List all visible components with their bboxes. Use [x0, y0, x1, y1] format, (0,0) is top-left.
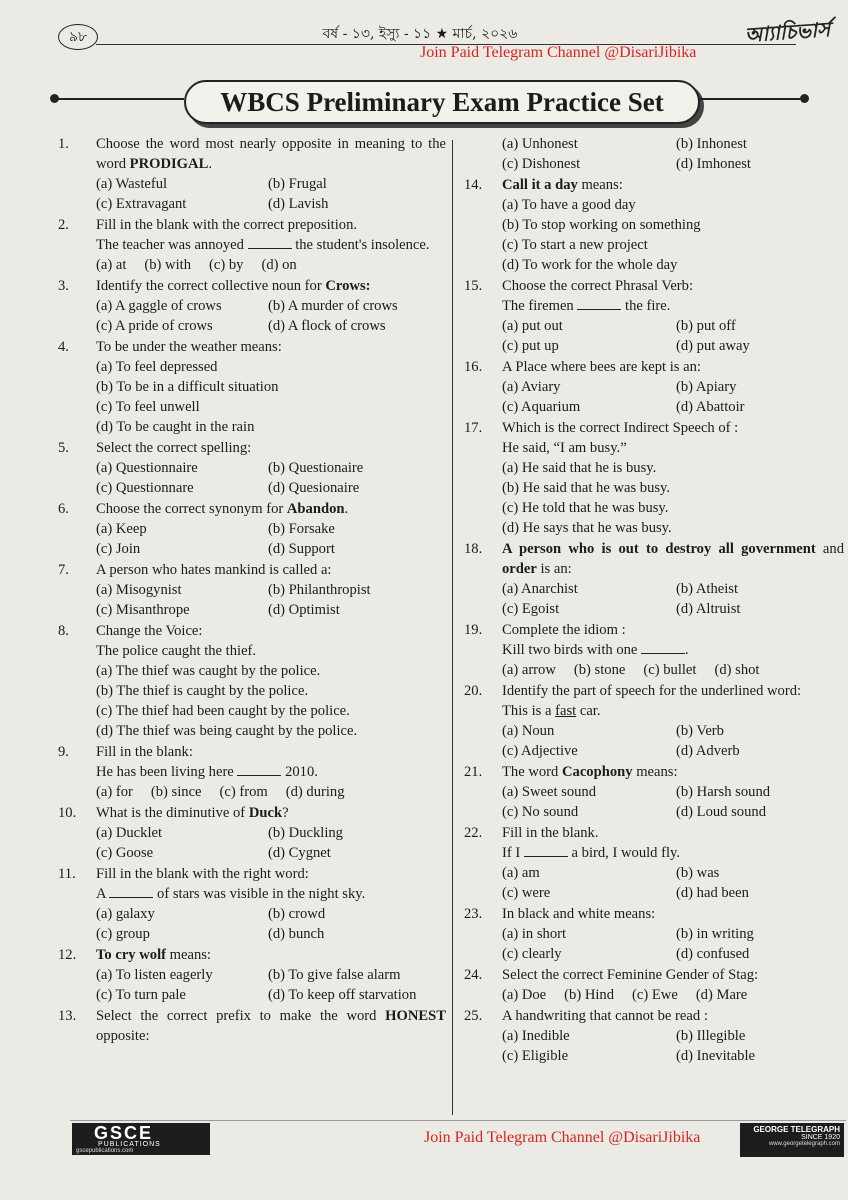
- answer-option: (d) Loud sound: [676, 804, 766, 820]
- answer-options: [96, 519, 446, 559]
- question-sentence: This is a fast car.: [502, 703, 601, 719]
- question-stem: In black and white means:: [502, 906, 656, 922]
- question-sentence: If I a bird, I would fly.: [502, 845, 681, 861]
- answer-option: (d) on: [261, 257, 297, 273]
- answer-option: (c) Adjective: [502, 743, 578, 759]
- question-stem: Identify the correct collective noun for Crows:: [96, 278, 371, 294]
- fill-blank: [109, 885, 153, 898]
- answer-option: (a) Noun: [502, 723, 555, 739]
- answer-option: (c) Questionnare: [96, 480, 194, 496]
- answer-option: (a) galaxy: [96, 906, 155, 922]
- question-item: [58, 864, 446, 944]
- answer-option: (a) To have a good day: [502, 197, 636, 213]
- answer-option: (d) Quesionaire: [268, 480, 360, 496]
- question-item: [58, 276, 446, 336]
- answer-option: (c) Join: [96, 541, 141, 557]
- fill-blank: [641, 641, 685, 654]
- answer-options: [502, 721, 844, 761]
- answer-options: [502, 985, 844, 1005]
- answer-options: [96, 255, 446, 275]
- question-item: [464, 904, 844, 964]
- answer-option: (b) crowd: [268, 906, 326, 922]
- stem-emphasis: Duck: [248, 805, 283, 821]
- question-stem: Call it a day means:: [502, 177, 623, 193]
- page-number: ৯৮: [58, 24, 98, 50]
- answer-option: (c) No sound: [502, 804, 579, 820]
- question-number: 23.: [464, 906, 483, 922]
- question-stem: A handwriting that cannot be read :: [502, 1008, 708, 1024]
- question-item: [58, 337, 446, 437]
- stem-emphasis: Crows:: [325, 278, 371, 294]
- question-item: [58, 560, 446, 620]
- answer-option: (b) Frugal: [268, 176, 327, 192]
- answer-option: (c) Aquarium: [502, 399, 581, 415]
- answer-option: (d) Altruist: [676, 601, 741, 617]
- stem-emphasis: HONEST: [385, 1008, 446, 1024]
- question-number: 6.: [58, 501, 69, 517]
- question-stem: A person who hates mankind is called a:: [96, 562, 332, 578]
- question-item: [464, 418, 844, 538]
- answer-option: (a) He said that he is busy.: [502, 460, 657, 476]
- fill-blank: [248, 236, 292, 249]
- answer-option: (b) Hind: [564, 987, 615, 1003]
- answer-option: (c) Misanthrope: [96, 602, 190, 618]
- stem-emphasis: To cry wolf: [96, 947, 166, 963]
- answer-option: (a) Doe: [502, 987, 547, 1003]
- answer-option: (b) was: [676, 865, 720, 881]
- question-item: [464, 134, 844, 174]
- answer-option: (a) The thief was caught by the police.: [96, 663, 321, 679]
- answer-option: (d) Imhonest: [676, 156, 751, 172]
- answer-option: (d) Abattoir: [676, 399, 745, 415]
- answer-option: (b) Verb: [676, 723, 724, 739]
- answer-options: [96, 823, 446, 863]
- question-sentence: The police caught the thief.: [96, 643, 257, 659]
- question-stem: A person who is out to destroy all government and order is an:: [502, 541, 844, 577]
- question-stem: Fill in the blank.: [502, 825, 599, 841]
- answer-options: [96, 580, 446, 620]
- answer-option: (b) stone: [573, 662, 626, 678]
- answer-option: (d) He says that he was busy.: [502, 520, 672, 536]
- answer-options: [502, 660, 844, 680]
- answer-option: (b) Questionaire: [268, 460, 364, 476]
- answer-option: (c) To feel unwell: [96, 399, 200, 415]
- question-item: [58, 621, 446, 741]
- answer-options: [502, 579, 844, 619]
- question-number: 2.: [58, 217, 69, 233]
- question-sentence: He has been living here 2010.: [96, 764, 318, 780]
- question-number: 3.: [58, 278, 69, 294]
- answer-option: (a) am: [502, 865, 540, 881]
- answer-option: (d) To be caught in the rain: [96, 419, 255, 435]
- answer-option: (d) Mare: [695, 987, 748, 1003]
- answer-option: (b) To stop working on something: [502, 217, 701, 233]
- question-number: 17.: [464, 420, 483, 436]
- question-item: [58, 438, 446, 498]
- answer-option: (c) put up: [502, 338, 559, 354]
- answer-options: [96, 174, 446, 214]
- answer-option: (b) Inhonest: [676, 136, 747, 152]
- answer-option: (d) put away: [676, 338, 750, 354]
- answer-options: [502, 863, 844, 903]
- question-item: [464, 175, 844, 275]
- question-item: [464, 620, 844, 680]
- answer-option: (d) The thief was being caught by the police.: [96, 723, 358, 739]
- question-stem: To be under the weather means:: [96, 339, 282, 355]
- issue-line: বর্ষ - ১৩, ইস্যু - ১১ ★ মার্চ, ২০২৬: [322, 26, 518, 42]
- question-number: 20.: [464, 683, 483, 699]
- question-number: 24.: [464, 967, 483, 983]
- question-sentence: A of stars was visible in the night sky.: [96, 886, 366, 902]
- answer-options: [96, 458, 446, 498]
- answer-option: (b) Illegible: [676, 1028, 746, 1044]
- question-stem: What is the diminutive of Duck?: [96, 805, 289, 821]
- answer-option: (c) Egoist: [502, 601, 560, 617]
- question-number: 11.: [58, 866, 76, 882]
- answer-option: (b) Forsake: [268, 521, 335, 537]
- partner-since: SINCE 1920: [801, 1134, 840, 1141]
- question-number: 10.: [58, 805, 77, 821]
- partner-logo: [740, 1123, 844, 1157]
- question-stem: Fill in the blank with the correct preposition.: [96, 217, 358, 233]
- underlined-word: fast: [555, 703, 577, 719]
- answer-options: [96, 904, 446, 944]
- publisher-site: gscepublications.com: [76, 1148, 134, 1154]
- question-stem: Complete the idiom :: [502, 622, 626, 638]
- answer-option: (c) bullet: [643, 662, 697, 678]
- telegram-watermark-top: Join Paid Telegram Channel @DisariJibika: [420, 44, 697, 61]
- banner-right-dot: [800, 94, 809, 103]
- answer-option: (b) He said that he was busy.: [502, 480, 671, 496]
- question-stem: Select the correct prefix to make the word HONEST opposite:: [96, 1008, 446, 1044]
- answer-option: (a) put out: [502, 318, 563, 334]
- question-item: [464, 357, 844, 417]
- answer-option: (c) Ewe: [632, 987, 678, 1003]
- stem-emphasis: A person who is out to destroy all government: [502, 541, 816, 557]
- question-stem: Fill in the blank:: [96, 744, 193, 760]
- question-stem: Choose the word most nearly opposite in meaning to the word PRODIGAL.: [96, 136, 446, 172]
- answer-option: (b) Duckling: [268, 825, 343, 841]
- answer-option: (c) clearly: [502, 946, 562, 962]
- answer-option: (c) by: [209, 257, 244, 273]
- answer-option: (d) Optimist: [268, 602, 340, 618]
- answer-option: (b) in writing: [676, 926, 754, 942]
- question-number: 22.: [464, 825, 483, 841]
- question-number: 18.: [464, 541, 483, 557]
- question-item: [58, 134, 446, 214]
- answer-option: (a) Ducklet: [96, 825, 163, 841]
- answer-options: [502, 924, 844, 964]
- answer-option: (c) To start a new project: [502, 237, 648, 253]
- answer-option: (b) To be in a difficult situation: [96, 379, 279, 395]
- answer-option: (d) Cygnet: [268, 845, 331, 861]
- question-stem: Identify the part of speech for the underlined word:: [502, 683, 802, 699]
- fill-blank: [524, 844, 568, 857]
- telegram-watermark-bottom: Join Paid Telegram Channel @DisariJibika: [424, 1129, 701, 1146]
- question-number: 19.: [464, 622, 483, 638]
- answer-option: (d) shot: [714, 662, 760, 678]
- answer-option: (c) Goose: [96, 845, 154, 861]
- answer-option: (b) The thief is caught by the police.: [96, 683, 309, 699]
- answer-option: (b) since: [150, 784, 202, 800]
- publisher-logo: [72, 1123, 210, 1155]
- question-stem: Choose the correct synonym for Abandon.: [96, 501, 349, 517]
- left-column: [58, 134, 446, 1047]
- answer-option: (d) bunch: [268, 926, 325, 942]
- answer-option: (d) had been: [676, 885, 749, 901]
- question-number: 25.: [464, 1008, 483, 1024]
- answer-option: (b) put off: [676, 318, 736, 334]
- question-item: [58, 1006, 446, 1046]
- answer-option: (d) confused: [676, 946, 750, 962]
- question-number: 13.: [58, 1008, 77, 1024]
- answer-option: (c) The thief had been caught by the police.: [96, 703, 350, 719]
- question-item: [464, 965, 844, 1005]
- answer-option: (d) Lavish: [268, 196, 329, 212]
- answer-option: (c) Dishonest: [502, 156, 581, 172]
- answer-options: [502, 316, 844, 356]
- answer-option: (b) To give false alarm: [268, 967, 401, 983]
- question-number: 16.: [464, 359, 483, 375]
- answer-option: (a) Inedible: [502, 1028, 570, 1044]
- answer-options: [502, 377, 844, 417]
- answer-option: (d) To work for the whole day: [502, 257, 678, 273]
- answer-option: (c) To turn pale: [96, 987, 186, 1003]
- publisher-logo-sub: PUBLICATIONS: [98, 1141, 161, 1148]
- question-item: [58, 742, 446, 802]
- answer-option: (b) A murder of crows: [268, 298, 398, 314]
- answer-option: (b) Philanthropist: [268, 582, 371, 598]
- question-stem: A Place where bees are kept is an:: [502, 359, 701, 375]
- answer-option: (c) Extravagant: [96, 196, 187, 212]
- answer-option: (d) Inevitable: [676, 1048, 756, 1064]
- answer-option: (c) He told that he was busy.: [502, 500, 669, 516]
- answer-options: [96, 782, 446, 802]
- question-stem: Change the Voice:: [96, 623, 203, 639]
- question-item: [464, 276, 844, 356]
- question-stem: Choose the correct Phrasal Verb:: [502, 278, 694, 294]
- question-item: [464, 539, 844, 619]
- question-item: [58, 499, 446, 559]
- answer-option: (d) Support: [268, 541, 335, 557]
- answer-option: (a) Wasteful: [96, 176, 168, 192]
- answer-option: (a) Sweet sound: [502, 784, 597, 800]
- question-stem: To cry wolf means:: [96, 947, 211, 963]
- answer-option: (a) in short: [502, 926, 567, 942]
- question-item: [464, 823, 844, 903]
- answer-option: (c) were: [502, 885, 551, 901]
- answer-option: (c) Eligible: [502, 1048, 569, 1064]
- answer-option: (a) Aviary: [502, 379, 561, 395]
- question-number: 15.: [464, 278, 483, 294]
- question-stem: The word Cacophony means:: [502, 764, 678, 780]
- answer-option: (a) To feel depressed: [96, 359, 218, 375]
- question-sentence: The firemen the fire.: [502, 298, 671, 314]
- stem-emphasis: Abandon: [286, 501, 345, 517]
- publisher-logo-name: GSCE: [94, 1123, 154, 1143]
- answer-options: [502, 1026, 844, 1066]
- answer-options: [502, 134, 844, 174]
- question-number: 21.: [464, 764, 483, 780]
- page-footer: [70, 1120, 846, 1161]
- partner-site: www.georgetelegraph.com: [768, 1141, 840, 1147]
- answer-option: (a) A gaggle of crows: [96, 298, 222, 314]
- magazine-logo: আ্যাচিভার্স: [743, 17, 831, 47]
- question-item: [464, 681, 844, 761]
- question-item: [58, 215, 446, 275]
- answer-option: (c) A pride of crows: [96, 318, 213, 334]
- question-number: 5.: [58, 440, 69, 456]
- stem-emphasis: Call it a day: [502, 177, 578, 193]
- answer-option: (b) with: [144, 257, 192, 273]
- answer-option: (a) arrow: [502, 662, 556, 678]
- answer-option: (a) at: [96, 257, 127, 273]
- answer-option: (a) Unhonest: [502, 136, 578, 152]
- question-stem: Fill in the blank with the right word:: [96, 866, 309, 882]
- question-stem: Which is the correct Indirect Speech of :: [502, 420, 739, 436]
- question-item: [58, 945, 446, 1005]
- banner-left-rule: [56, 98, 184, 100]
- question-number: 7.: [58, 562, 69, 578]
- answer-option: (c) from: [219, 784, 268, 800]
- question-sentence: Kill two birds with one .: [502, 642, 689, 658]
- answer-options: [96, 296, 446, 336]
- stem-emphasis: Cacophony: [561, 764, 633, 780]
- answer-option: (a) Questionnaire: [96, 460, 198, 476]
- answer-options: [502, 782, 844, 822]
- question-number: 14.: [464, 177, 483, 193]
- answer-option: (b) Harsh sound: [676, 784, 771, 800]
- fill-blank: [237, 763, 281, 776]
- column-divider: [452, 140, 453, 1115]
- question-item: [58, 803, 446, 863]
- answer-option: (d) during: [285, 784, 345, 800]
- question-number: 1.: [58, 136, 69, 152]
- fill-blank: [577, 297, 621, 310]
- question-item: [464, 1006, 844, 1066]
- answer-option: (d) To keep off starvation: [268, 987, 417, 1003]
- stem-emphasis: PRODIGAL: [129, 156, 209, 172]
- question-sentence: He said, “I am busy.”: [502, 440, 627, 456]
- question-number: 12.: [58, 947, 77, 963]
- question-number: 8.: [58, 623, 69, 639]
- right-column: [464, 134, 844, 1067]
- answer-option: (a) for: [96, 784, 133, 800]
- answer-option: (a) Misogynist: [96, 582, 182, 598]
- question-stem: Select the correct Feminine Gender of Stag:: [502, 967, 759, 983]
- answer-option: (d) A flock of crows: [268, 318, 386, 334]
- question-number: 4.: [58, 339, 69, 355]
- stem-emphasis: order: [502, 561, 537, 577]
- answer-option: (b) Atheist: [676, 581, 739, 597]
- answer-option: (a) Keep: [96, 521, 147, 537]
- question-stem: Select the correct spelling:: [96, 440, 252, 456]
- answer-option: (a) Anarchist: [502, 581, 578, 597]
- answer-option: (b) Apiary: [676, 379, 737, 395]
- question-item: [464, 762, 844, 822]
- question-number: 9.: [58, 744, 69, 760]
- answer-options: [96, 965, 446, 1005]
- partner-logo-name: GEORGE TELEGRAPH: [753, 1125, 840, 1134]
- question-sentence: The teacher was annoyed the student's insolence.: [96, 237, 430, 253]
- answer-option: (c) group: [96, 926, 150, 942]
- page-title: WBCS Preliminary Exam Practice Set: [184, 80, 700, 124]
- banner-right-rule: [700, 98, 800, 100]
- answer-option: (a) To listen eagerly: [96, 967, 213, 983]
- answer-option: (d) Adverb: [676, 743, 740, 759]
